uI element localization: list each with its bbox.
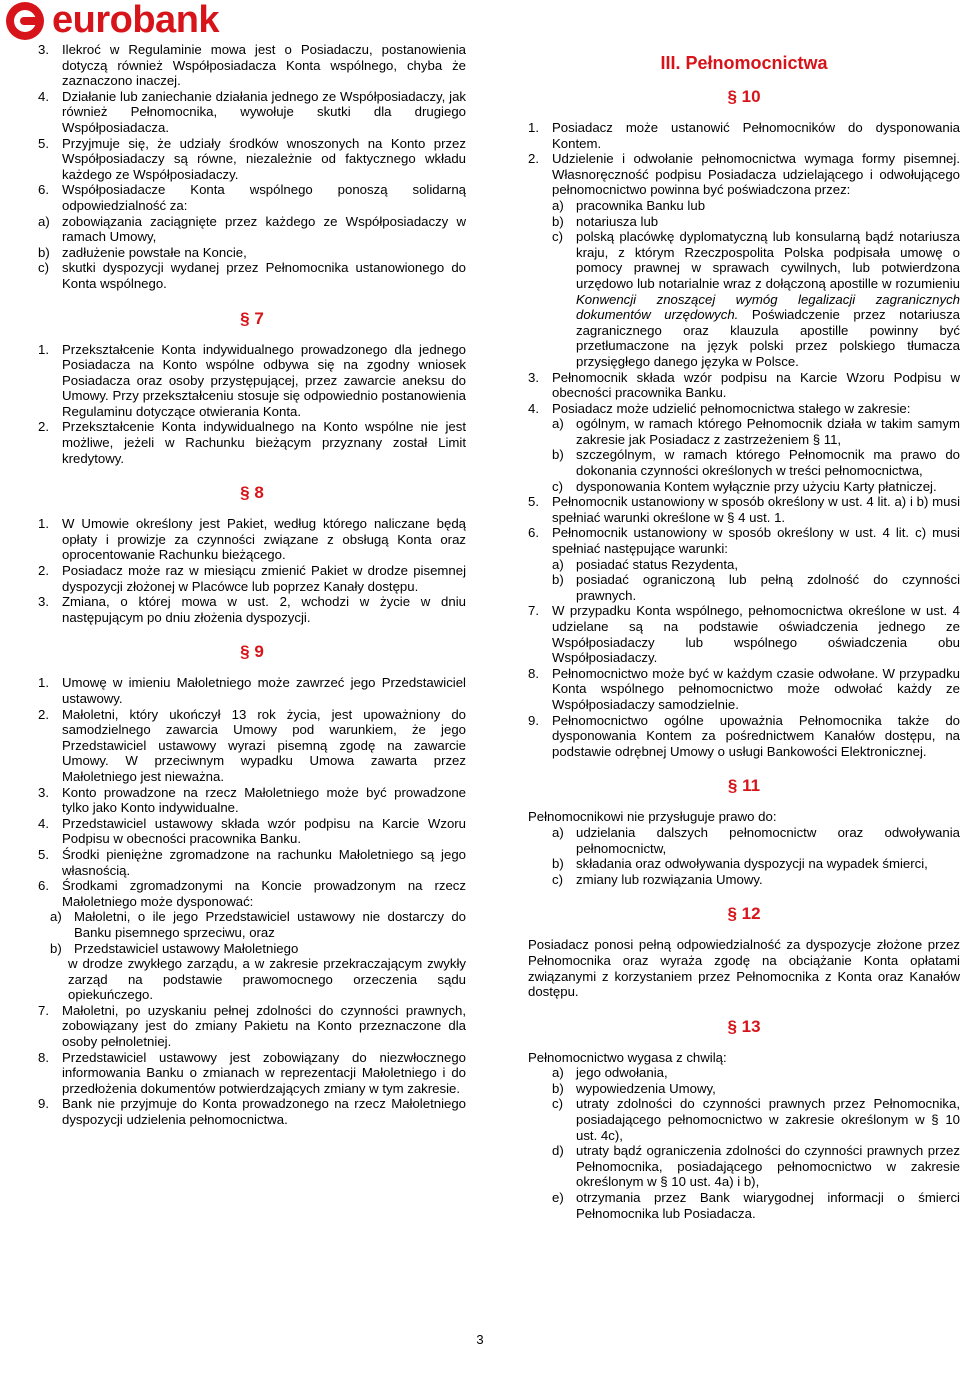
sub-item: c) polską placówkę dyplomatyczną lub konsularną bądź notariusza kraju, z którym Rzeczpospolita Polska podpisała umowę o pomocy prawnej w sprawach cywilnych, lub potwierdzona urzędowo lub notarialnie wraz z dołączoną apostille w rozumieniu Konwencji znoszącej wymóg legalizacji zagranicznych dokumentów urzędowych. Poświadczenie przez notariusza zagranicznego oraz klauzula apostille powinny być przetłumaczone na język polski przez polskiego tłumacza przysięgłego danego języka w Polsce.: [552, 229, 960, 369]
list-item: 1. Umowę w imieniu Małoletniego może zawrzeć jego Przedstawiciel ustawowy.: [38, 675, 466, 706]
sub-item: b) szczególnym, w ramach którego Pełnomocnik ma prawo do dokonania czynności określonych w treści pełnomocnictwa,: [552, 447, 960, 479]
list-item: 5. Środki pieniężne zgromadzone na rachunku Małoletniego są jego własnością.: [38, 846, 466, 878]
list-item: 4. Przedstawiciel ustawowy składa wzór podpisu na Karcie Wzoru Podpisu w obecności pracownika Banku.: [38, 815, 466, 847]
sub-item: b) składania oraz odwoływania dyspozycji na wypadek śmierci,: [552, 856, 928, 872]
list-item: 9. Pełnomocnictwo ogólne upoważnia Pełnomocnika także do dysponowania Kontem za pośrednictwem Kanałów dostępu, na podstawie odrębnej Umowy o usługi Bankowości Elektronicznej.: [528, 712, 960, 759]
section-heading-9: § 9: [240, 642, 264, 662]
list-item: 6. Środkami zgromadzonymi na Koncie prowadzonym na rzecz Małoletniego może dysponować:: [38, 878, 466, 909]
list-item: 2. Małoletni, który ukończył 13 rok życia, jest upoważniony do samodzielnego zawarcia Umowy pod warunkiem, że jego Przedstawiciel ustawowy wyrazi pisemną zgodę na zawarcie Umowy. W przeciwnym wypadku Umowa zawarta przez Małoletniego jest nieważna.: [38, 706, 466, 784]
sub-item: b) wypowiedzenia Umowy,: [552, 1080, 716, 1096]
list-item: 5. Przyjmuje się, że udziały środków wnoszonych na Konto przez Współposiadaczy są równe, niezależnie od faktycznego wkładu każdego ze Współposiadaczy.: [38, 135, 466, 182]
list-item: 9. Bank nie przyjmuje do Konta prowadzonego na rzecz Małoletniego dyspozycji udzielenia pełnomocnictwa.: [38, 1096, 466, 1128]
sub-item: b) zadłużenie powstałe na Koncie,: [38, 244, 247, 260]
list-item: 1. W Umowie określony jest Pakiet, według którego naliczane będą opłaty i prowizje za czynności związane z obsługą Konta oraz oprocentowanie Rachunku bieżącego.: [38, 516, 466, 563]
list-item: 2. Udzielenie i odwołanie pełnomocnictwa wymaga formy pisemnej. Własnoręczność podpisu Posiadacza udzielającego i odwołującego pełnomocnictwo powinna być poświadczona przez:: [528, 151, 960, 198]
list-item: 6. Współposiadacze Konta wspólnego ponoszą solidarną odpowiedzialność za:: [38, 182, 466, 213]
section-heading-8: § 8: [240, 483, 264, 503]
list-item: 3. Pełnomocnik składa wzór podpisu na Karcie Wzoru Podpisu w obecności pracownika Banku.: [528, 369, 960, 401]
list-item: 8. Pełnomocnictwo może być w każdym czasie odwołane. W przypadku Konta wspólnego pełnomocnictwo może odwołać każdy ze Współposiadaczy samodzielnie.: [528, 665, 960, 712]
paragraph: Posiadacz ponosi pełną odpowiedzialność za dyspozycje złożone przez Pełnomocnika oraz wyraża zgodę na obciążanie Konta opłatami związanymi z korzystaniem przez Pełnomocnika z Konta oraz Kanałów dostępu.: [528, 937, 960, 1000]
sub-item: b) posiadać ograniczoną lub pełną zdolność do czynności prawnych.: [552, 572, 960, 603]
list-item: 7. W przypadku Konta wspólnego, pełnomocnictwa określone w ust. 4 udzielane są na podstawie oświadczenia jednego ze Współposiadaczy lub wspólnego oświadczenia obu Współposiadaczy.: [528, 603, 960, 666]
sub-item: d) utraty bądź ograniczenia zdolności do czynności prawnych przez Pełnomocnika, posiadającego pełnomocnictwo w zakresie określonym w § 10 ust. 4a) i b),: [552, 1143, 960, 1190]
page-number: 3: [476, 1332, 484, 1347]
section-heading-12: § 12: [727, 904, 761, 924]
list-item: 3. Zmiana, o której mowa w ust. 2, wchodzi w życie w dniu następującym po dniu złożenia dyspozycji.: [38, 594, 466, 625]
list-item: 3. Konto prowadzone na rzecz Małoletniego może być prowadzone tylko jako Konto indywidualne.: [38, 784, 466, 816]
list-item: 8. Przedstawiciel ustawowy jest zobowiązany do niezwłocznego informowania Banku o zmianach w reprezentacji Małoletniego i do przedłożenia dokumentów potwierdzających zmiany w tym zakresie.: [38, 1049, 466, 1096]
sub-item: a) posiadać status Rezydenta,: [552, 556, 739, 572]
sub-item: a) udzielania dalszych pełnomocnictw oraz odwoływania pełnomocnictw,: [552, 824, 960, 856]
sub-item: b) Przedstawiciel ustawowy Małoletniego: [50, 940, 299, 956]
eurobank-logo-icon: [6, 2, 44, 40]
section-heading-7: § 7: [240, 308, 264, 328]
list-item: 3. Ilekroć w Regulaminie mowa jest o Posiadaczu, postanowienia dotyczą również Współposiadacza Konta wspólnego, chyba że zaznaczono inaczej.: [38, 42, 466, 89]
paragraph: Pełnomocnikowi nie przysługuje prawo do:: [528, 809, 777, 825]
brand-name: eurobank: [52, 0, 220, 42]
list-item: 4. Działanie lub zaniechanie działania jednego ze Współposiadaczy, jak również Pełnomocnika, wywołuje skutki dla drugiego Współposiadacza.: [38, 88, 466, 135]
sub-item: c) zmiany lub rozwiązania Umowy.: [552, 871, 763, 887]
list-item: 7. Małoletni, po uzyskaniu pełnej zdolności do czynności prawnych, zobowiązany jest do zmiany Pakietu na Konto przeznaczone dla osoby pełnoletniej.: [38, 1002, 466, 1050]
section-heading-11: § 11: [727, 776, 761, 796]
list-item: 6. Pełnomocnik ustanowiony w sposób określony w ust. 4 lit. c) musi spełniać następujące warunki:: [528, 525, 960, 557]
sub-item: c) utraty zdolności do czynności prawnych przez Pełnomocnika, posiadającego pełnomocnictwo w zakresie określonym w § 10 ust. 4c),: [552, 1096, 960, 1143]
sub-item: a) Małoletni, o ile jego Przedstawiciel ustawowy nie dostarczy do Banku pisemnego sprzeciwu, oraz: [50, 909, 466, 940]
sub-item: e) otrzymania przez Bank wiarygodnej informacji o śmierci Pełnomocnika lub Posiadacza.: [552, 1190, 960, 1221]
sub-item: c) skutki dyspozycji wydanej przez Pełnomocnika ustanowionego do Konta wspólnego.: [38, 260, 466, 291]
sub-item: c) dysponowania Kontem wyłącznie przy użyciu Karty płatniczej.: [552, 478, 937, 494]
intro-list: [38, 42, 466, 292]
eurobank-logo: [6, 2, 219, 40]
list-item: 1. Przekształcenie Konta indywidualnego prowadzonego dla jednego Posiadacza na Konto wspólne odbywa się na zgodny wniosek Posiadacza oraz osoby przystępującej, przez zawarcie aneksu do Umowy. Przy przekształceniu stosuje się odpowiednio postanowienia Regulaminu dotyczące otwierania Konta.: [38, 341, 466, 419]
sub-item: a) zobowiązania zaciągnięte przez każdego ze Współposiadaczy w ramach Umowy,: [38, 213, 466, 245]
paragraph: Pełnomocnictwo wygasa z chwilą:: [528, 1049, 727, 1065]
sub-item: a) pracownika Banku lub: [552, 197, 706, 213]
list-item: 5. Pełnomocnik ustanowiony w sposób określony w ust. 4 lit. a) i b) musi spełniać warunki określone w § 4 ust. 1.: [528, 494, 960, 525]
left-column: [38, 42, 466, 1128]
right-column: [528, 46, 960, 1221]
paragraph: w drodze zwykłego zarządu, a w zakresie przekraczającym zwykły zarząd na podstawie prawomocnego orzeczenia sądu opiekuńczego.: [68, 956, 466, 1003]
list-item: 4. Posiadacz może udzielić pełnomocnictwa stałego w zakresie:: [528, 400, 911, 416]
sub-item: b) notariusza lub: [552, 213, 659, 229]
section-heading-13: § 13: [727, 1016, 761, 1036]
list-item: 2. Przekształcenie Konta indywidualnego na Konto wspólne nie jest możliwe, jeżeli w Rachunku bieżącym przyznany został Limit kredytowy.: [38, 419, 466, 466]
list-item: 1. Posiadacz może ustanowić Pełnomocników do dysponowania Kontem.: [528, 120, 960, 151]
sub-item: a) ogólnym, w ramach którego Pełnomocnik działa w takim samym zakresie jak Posiadacz z zastrzeżeniem § 11,: [552, 416, 960, 447]
sub-item: a) jego odwołania,: [552, 1065, 668, 1081]
section-title: III. Pełnomocnictwa: [660, 53, 828, 73]
list-item: 2. Posiadacz może raz w miesiącu zmienić Pakiet w drodze pisemnej dyspozycji złożonej w Placówce lub poprzez Kanały dostępu.: [38, 563, 466, 594]
section-heading-10: § 10: [727, 87, 761, 106]
